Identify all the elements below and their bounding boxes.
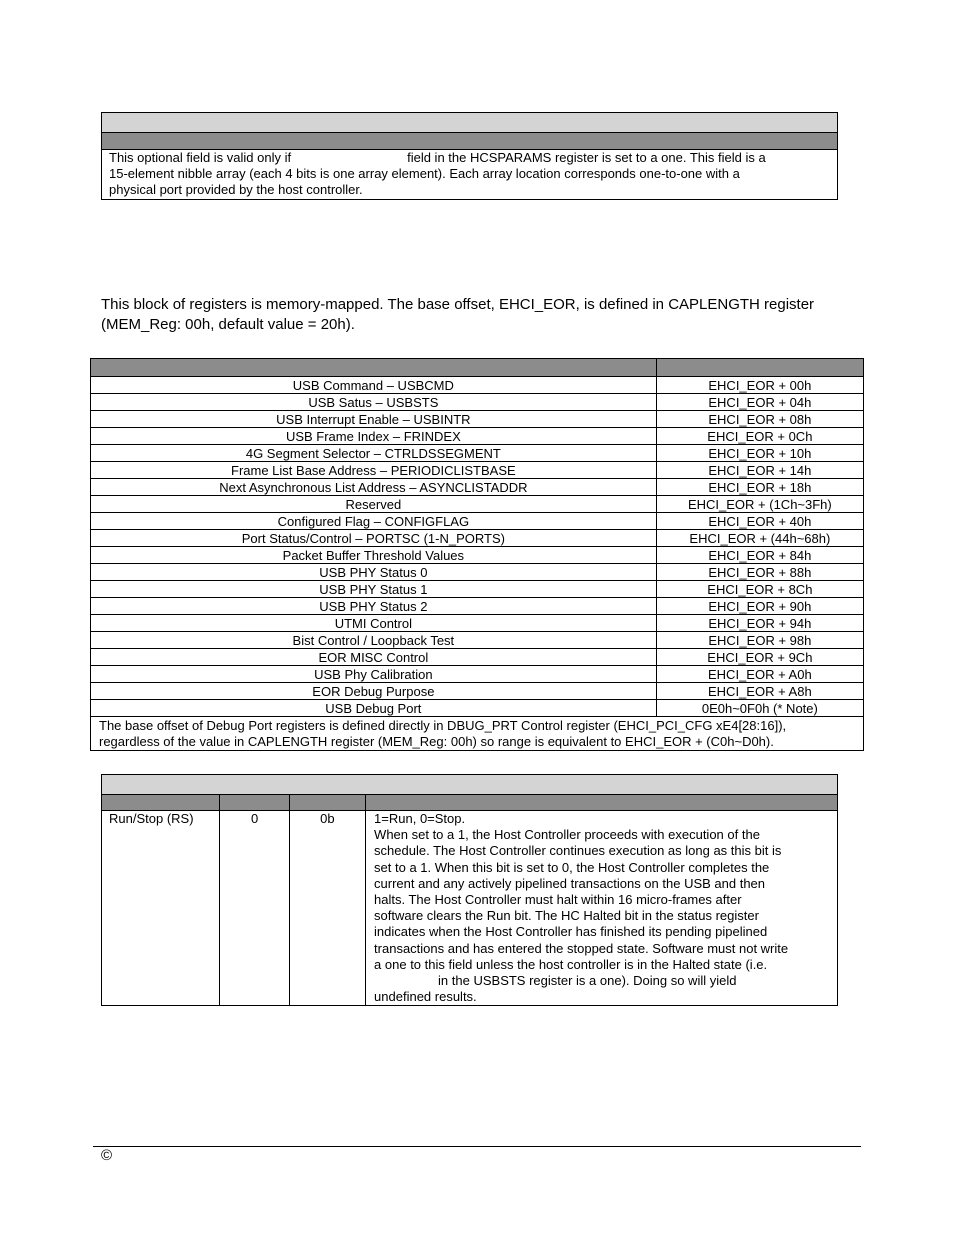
register-name: EOR Debug Purpose (91, 683, 657, 700)
description-line: set to a 1. When this bit is set to 0, the Host Controller completes the (374, 859, 770, 875)
register-offset: EHCI_EOR + 18h (656, 479, 863, 496)
register-map-header (91, 359, 864, 377)
register-row (91, 496, 864, 513)
register-row (91, 581, 864, 598)
register-row (91, 445, 864, 462)
register-name: Next Asynchronous List Address – ASYNCLISTADDR (91, 479, 657, 496)
description-line: software clears the Run bit. The HC Halted bit in the status register (374, 908, 759, 924)
register-offset: EHCI_EOR + 04h (656, 394, 863, 411)
usbcmd-row-run-stop (102, 811, 838, 1006)
register-offset: EHCI_EOR + 98h (656, 632, 863, 649)
port-route-description (102, 150, 838, 200)
description-last-line: undefined results. (374, 989, 477, 1005)
debug-port-note (91, 717, 864, 751)
register-offset: EHCI_EOR + 88h (656, 564, 863, 581)
register-name: Bist Control / Loopback Test (91, 632, 657, 649)
register-name: USB Debug Port (91, 700, 657, 717)
register-row (91, 615, 864, 632)
description-line1-a: This optional field is valid only if (109, 150, 292, 165)
register-row (91, 479, 864, 496)
register-name: UTMI Control (91, 615, 657, 632)
intro-line2: (MEM_Reg: 00h, default value = 20h). (101, 316, 355, 333)
register-name: EOR MISC Control (91, 649, 657, 666)
register-offset: EHCI_EOR + 40h (656, 513, 863, 530)
register-offset: EHCI_EOR + 84h (656, 547, 863, 564)
register-row (91, 377, 864, 394)
register-offset: EHCI_EOR + 90h (656, 598, 863, 615)
field-description (366, 811, 838, 1006)
register-name: Port Status/Control – PORTSC (1-N_PORTS) (91, 530, 657, 547)
description-line: 1=Run, 0=Stop. (374, 811, 466, 826)
description-line: transactions and has entered the stopped state. Software must not write (374, 940, 789, 956)
register-name: USB PHY Status 2 (91, 598, 657, 615)
description-line: halts. The Host Controller must halt within 16 micro-frames after (374, 892, 742, 908)
register-row (91, 428, 864, 445)
register-offset: EHCI_EOR + (44h~68h) (656, 530, 863, 547)
register-name: USB Interrupt Enable – USBINTR (91, 411, 657, 428)
usbcmd-table (101, 774, 838, 1006)
intro-line1: This block of registers is memory-mapped. The base offset, EHCI_EOR, is defined in CAPLENGTH register (101, 296, 815, 313)
register-row (91, 598, 864, 615)
field-default: 0b (289, 811, 365, 1006)
register-row (91, 683, 864, 700)
description-line: schedule. The Host Controller continues execution as long as this bit is (374, 843, 782, 859)
register-offset: EHCI_EOR + 10h (656, 445, 863, 462)
register-row (91, 564, 864, 581)
register-name: USB Command – USBCMD (91, 377, 657, 394)
register-offset: EHCI_EOR + (1Ch~3Fh) (656, 496, 863, 513)
register-name: 4G Segment Selector – CTRLDSSEGMENT (91, 445, 657, 462)
description-line: a one to this field unless the host controller is in the Halted state (i.e. (374, 956, 768, 972)
register-offset: EHCI_EOR + 00h (656, 377, 863, 394)
register-offset: EHCI_EOR + A0h (656, 666, 863, 683)
footer-rule (93, 1146, 861, 1147)
register-row (91, 513, 864, 530)
register-name: Packet Buffer Threshold Values (91, 547, 657, 564)
description-line: When set to a 1, the Host Controller proceeds with execution of the (374, 827, 760, 843)
register-row (91, 666, 864, 683)
register-name: USB Satus – USBSTS (91, 394, 657, 411)
port-route-column-header (102, 133, 838, 150)
description-line1-b: field in the HCSPARAMS register is set to a one. This field is a (407, 150, 766, 165)
description-line3: physical port provided by the host controller. (109, 182, 363, 197)
register-name: Frame List Base Address – PERIODICLISTBASE (91, 462, 657, 479)
register-row (91, 649, 864, 666)
register-row (91, 530, 864, 547)
description-line2: 15-element nibble array (each 4 bits is one array element). Each array location corresponds one-to-one with a (109, 166, 740, 181)
note-line2: regardless of the value in CAPLENGTH register (MEM_Reg: 00h) so range is equivalent to EHCI_EOR + (C0h~D0h). (99, 734, 774, 749)
usbcmd-column-header (102, 795, 838, 811)
port-route-table (101, 112, 838, 200)
description-indented-line: in the USBSTS register is a one). Doing so will yield (438, 973, 737, 989)
register-offset: EHCI_EOR + 0Ch (656, 428, 863, 445)
field-bits: 0 (220, 811, 289, 1006)
register-row (91, 547, 864, 564)
register-offset: EHCI_EOR + 08h (656, 411, 863, 428)
register-offset: EHCI_EOR + 14h (656, 462, 863, 479)
register-name: USB PHY Status 1 (91, 581, 657, 598)
intro-paragraph (101, 295, 861, 335)
register-row (91, 411, 864, 428)
register-offset: EHCI_EOR + 9Ch (656, 649, 863, 666)
register-offset: EHCI_EOR + 8Ch (656, 581, 863, 598)
copyright-symbol: © (101, 1147, 113, 1164)
register-name: Configured Flag – CONFIGFLAG (91, 513, 657, 530)
register-offset: EHCI_EOR + 94h (656, 615, 863, 632)
register-row (91, 632, 864, 649)
register-offset: EHCI_EOR + A8h (656, 683, 863, 700)
register-name: USB Frame Index – FRINDEX (91, 428, 657, 445)
register-row (91, 394, 864, 411)
register-row (91, 462, 864, 479)
register-map-table (90, 358, 864, 751)
field-name: Run/Stop (RS) (102, 811, 220, 1006)
register-offset: 0E0h~0F0h (* Note) (656, 700, 863, 717)
description-line: indicates when the Host Controller has finished its pending pipelined (374, 924, 768, 940)
register-name: Reserved (91, 496, 657, 513)
register-row (91, 700, 864, 717)
port-route-header (102, 113, 838, 133)
register-name: USB Phy Calibration (91, 666, 657, 683)
usbcmd-header (102, 775, 838, 795)
description-line: current and any actively pipelined transactions on the USB and then (374, 875, 766, 891)
register-name: USB PHY Status 0 (91, 564, 657, 581)
note-line1: The base offset of Debug Port registers is defined directly in DBUG_PRT Control register (EHCI_PCI_CFG xE4[28:16]), (99, 718, 787, 733)
